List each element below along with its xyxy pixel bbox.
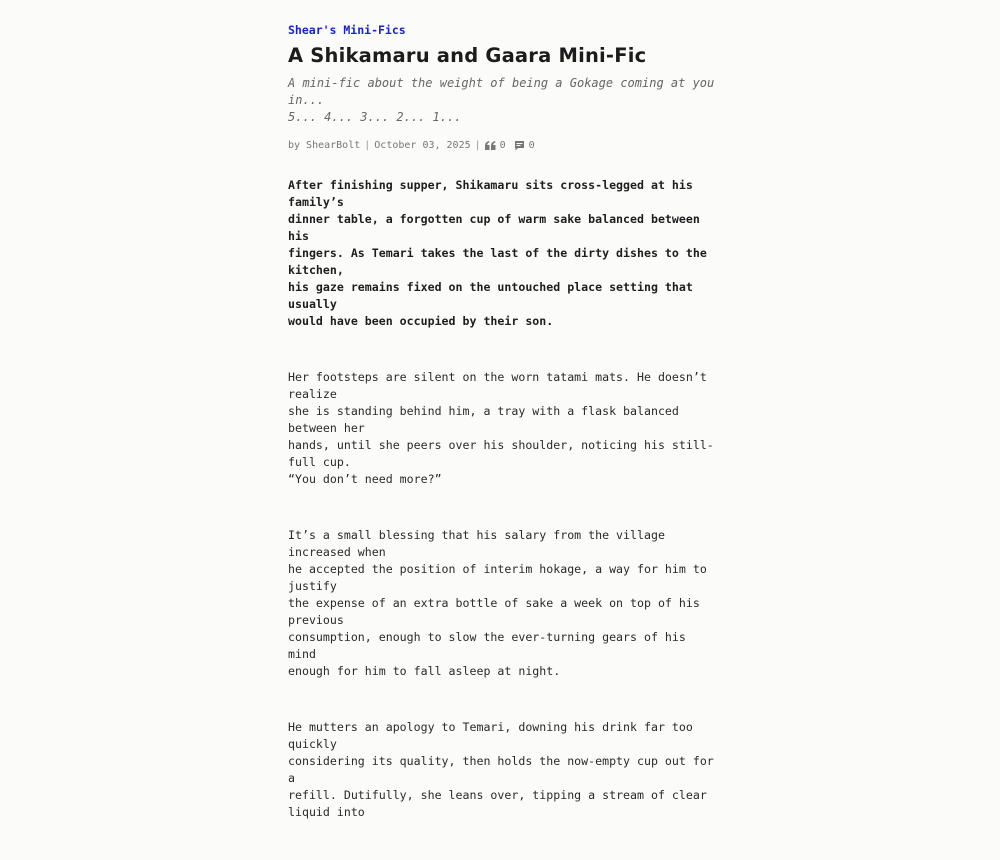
post-date: October 03, 2025: [374, 140, 471, 151]
quote-icon[interactable]: [485, 139, 496, 153]
comment-icon[interactable]: [514, 139, 525, 153]
series-link[interactable]: Shear's Mini-Fics: [288, 23, 406, 37]
quote-count: 0: [499, 140, 506, 151]
article: [288, 22, 718, 860]
meta-separator: |: [364, 140, 371, 151]
meta-separator: |: [474, 140, 481, 151]
post-meta: [288, 139, 718, 153]
paragraph: It’s a small blessing that his salary from the village increased when he accepted the position of interim hokage, a way for him to justify the expense of an extra bottle of sake a week on top of his previous consumption, enough to slow the ever-turning gears of his mind enough for him to fall asleep at night.: [288, 528, 707, 678]
author-link[interactable]: by ShearBolt: [288, 140, 361, 151]
paragraph: He mutters an apology to Temari, downing his drink far too quickly considering its quality, then holds the now-empty cup out for a refill. Dutifully, she leans over, tipping a stream of clear liquid into: [288, 720, 714, 819]
post-title: A Shikamaru and Gaara Mini-Fic: [288, 44, 647, 67]
comment-count: 0: [528, 140, 535, 151]
paragraph: Her footsteps are silent on the worn tatami mats. He doesn’t realize she is standing behind him, a tray with a flask balanced between her hands, until she peers over his shoulder, noticing his still-full cup. “You don’t need more?”: [288, 370, 714, 486]
post-subtitle: A mini-fic about the weight of being a Gokage coming at you in... 5... 4... 3... 2... 1...: [288, 76, 715, 124]
paragraph-lead: After finishing supper, Shikamaru sits cross-legged at his family’s dinner table, a forgotten cup of warm sake balanced between his fingers. As Temari takes the last of the dirty dishes to the kitchen, his gaze remains fixed on the untouched place setting that usually would have been occupied by their son.: [288, 178, 707, 328]
